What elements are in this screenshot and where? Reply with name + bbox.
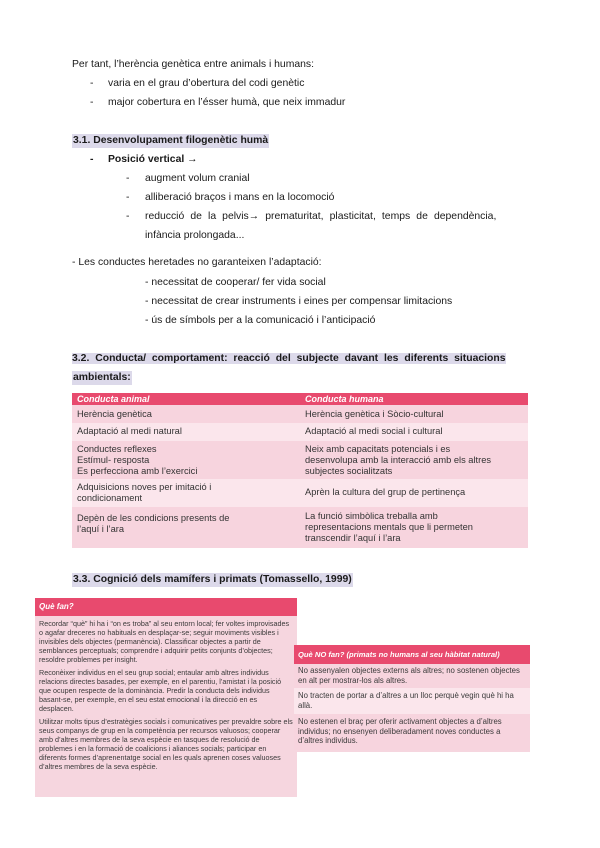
adaptacio-item: - necessitat de cooperar/ fer vida social [145, 277, 326, 288]
left-box-para: Utilitzar molts tipus d’estratègies socials i comunicatives per prevaldre sobre els seus companys de grup en la competència per recursos valuosos; cooperar amb d’altres membres de la seva espècie en tasques de resolució de problemes i en la formació de coalicions i aliances socials; participar en diferents formes d’aprenentatge social en les quals aprenen coses valuoses d’altres membres de la seva espècie. [39, 717, 293, 771]
section-31-bullet: alliberació braços i mans en la locomoció [145, 192, 335, 203]
right-box [294, 645, 530, 752]
adaptacio-lead: - Les conductes heretades no garanteixen l’adaptació: [72, 257, 322, 268]
intro-line: Per tant, l’herència genètica entre animals i humans: [72, 59, 315, 70]
intro-bullet: major cobertura en l’ésser humà, que neix immadur [108, 97, 346, 108]
table-cell: Conductes reflexes Estímul- resposta Es perfecciona amb l’exercici [72, 441, 300, 479]
left-box-para: Recordar “què” hi ha i “on es troba” al seu entorn local; fer voltes improvisades o agafar dreceres no habituals en desplaçar-se; seguir moviments visibles i invisibles dels objectes (permanència). Classificar objectes a partir de semblances perceptuals; comprendre i adquirir petits conjunts d’objectes; resoldre problemes per insight. [39, 619, 290, 664]
section-31-heading: 3.1. Desenvolupament filogenètic humà [73, 135, 269, 146]
right-box-row: No estenen el braç per oferir activament objectes a d’altres individus; no ensenyen deliberadament noves conductes a d’altres individus. [294, 714, 530, 750]
table-cell: Adquisicions noves per imitació i condicionament [72, 479, 300, 507]
section-32-heading-line2: ambientals: [73, 372, 131, 383]
table-row [72, 405, 528, 423]
table-row [72, 507, 528, 548]
table-row [72, 479, 528, 507]
table-row [72, 441, 528, 479]
section-33-heading: 3.3. Cognició dels mamífers i primats (Tomassello, 1999) [73, 574, 352, 585]
section-31-bullet-cont: infància prolongada... [145, 230, 245, 241]
section-31-bullet: reducció de la pelvis→ prematuritat, plasticitat, temps de dependència, [145, 211, 497, 222]
table-cell: Herència genètica [72, 405, 300, 423]
bullet-dash: - [90, 78, 94, 89]
conduct-table-frame [72, 393, 528, 546]
section-31-sub: Posició vertical → [108, 154, 198, 165]
bullet-dash: - [126, 211, 130, 222]
section-31-bullet: augment volum cranial [145, 173, 250, 184]
table-cell: Aprèn la cultura del grup de pertinença [300, 479, 528, 507]
bullet-dash: - [90, 97, 94, 108]
conduct-table-header-animal: Conducta animal [72, 393, 300, 405]
table-cell: Neix amb capacitats potencials i es desenvolupa amb la interacció amb els altres subjectes socialitzats [300, 441, 528, 479]
left-box-title: Què fan? [35, 598, 297, 616]
section-32-heading [72, 352, 506, 366]
adaptacio-item: - necessitat de crear instruments i eines per compensar limitacions [145, 296, 453, 307]
bullet-dash: - [90, 154, 94, 165]
conduct-table-header-human: Conducta humana [300, 393, 528, 405]
table-cell: Adaptació al medi social i cultural [300, 423, 528, 441]
section-32-heading-line1: 3.2. Conducta/ comportament: reacció del subjecte davant les diferents situacions [72, 353, 506, 364]
conduct-table [72, 393, 528, 548]
table-cell: Depèn de les condicions presents de l’aquí i l’ara [72, 507, 300, 548]
right-box-row: No assenyalen objectes externs als altres; no sostenen objectes en alt per mostrar-los als altres. [294, 664, 530, 688]
table-cell: La funció simbòlica treballa amb representacions mentals que li permeten transcendir l’aquí i l’ara [300, 507, 528, 548]
bullet-dash: - [126, 192, 130, 203]
adaptacio-item: - ús de símbols per a la comunicació i l’anticipació [145, 315, 376, 326]
table-cell: Herència genètica i Sòcio-cultural [300, 405, 528, 423]
intro-bullet: varia en el grau d’obertura del codi genètic [108, 78, 305, 89]
left-box-para: Reconèixer individus en el seu grup social; entaular amb altres individus relacions directes basades, per exemple, en el parentiu, l’amistat i la posició que ocupen respecte de la dominància. Predir la conducta dels individus basant-se, per exemple, en el seu estat emocional i la direcció en es desplacen. [39, 668, 282, 713]
right-box-title: Què NO fan? (primats no humans al seu hàbitat natural) [294, 645, 530, 664]
right-box-row: No tracten de portar a d’altres a un lloc perquè vegin què hi ha allà. [294, 688, 530, 714]
left-box [35, 598, 297, 797]
table-row [72, 423, 528, 441]
table-cell: Adaptació al medi natural [72, 423, 300, 441]
bullet-dash: - [126, 173, 130, 184]
